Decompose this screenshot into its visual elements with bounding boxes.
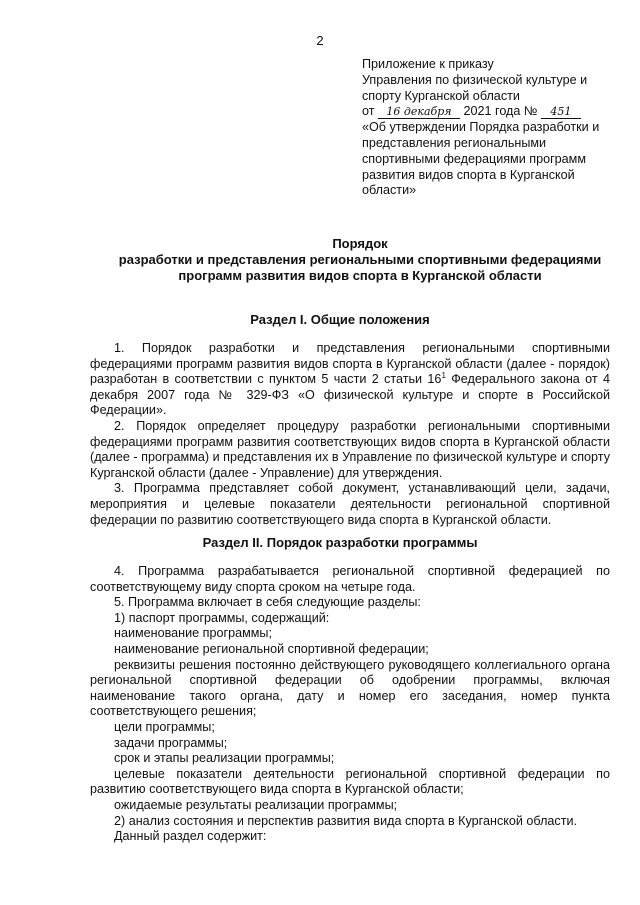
list-item: задачи программы; [114, 735, 228, 750]
appendix-line: области» [362, 183, 417, 198]
paragraph: 4. Программа разрабатывается региональной спортивной федерацией по соответствующему виду спорта сроком на четыре года. [90, 564, 610, 594]
appendix-line: спортивными федерациями программ [362, 151, 586, 166]
list-item: ожидаемые результаты реализации программы; [114, 797, 398, 812]
page-number: 2 [316, 33, 324, 48]
paragraph [90, 341, 610, 419]
section-2-body [90, 564, 610, 845]
section-1-body [90, 341, 610, 528]
appendix-line: развития видов спорта в Курганской [362, 167, 575, 182]
section-heading: Раздел II. Порядок разработки программы [202, 535, 478, 550]
paragraph: 2. Порядок определяет процедуру разработки региональными спортивными федерациями программ развития соответствующих видов спорта в Курганской области (далее - программа) и представления их в Управление по физической культуре и спорту Курганской области (далее - Управление) для утверждения. [90, 418, 610, 480]
paragraph-text: Федерального закона от 4 декабря 2007 года № 329-ФЗ «О физической культуре и спорте в Российской Федерации». [90, 372, 610, 418]
title-line: разработки и представления региональными спортивными федерациями [118, 252, 602, 267]
list-item: срок и этапы реализации программы; [114, 751, 335, 766]
title-line: Порядок [332, 236, 388, 251]
paragraph: 3. Программа представляет собой документ, устанавливающий цели, задачи, мероприятия и целевые показатели деятельности региональной спортивной федерации по развитию соответствующего вида спорта в Курганской области. [90, 481, 610, 527]
appendix-line: спорту Курганской области [362, 88, 520, 103]
list-item: наименование программы; [114, 626, 272, 641]
year-text: 2021 года № [463, 104, 538, 119]
handwritten-date: 16 декабря [378, 106, 460, 119]
paragraph: 5. Программа включает в себя следующие разделы: [114, 595, 421, 610]
paragraph-text: 1. Порядок разработки и представления региональными спортивными федерациями программ развития видов спорта в Курганской области (далее - порядок) разработан в соответствии с пунктом 5 части 2 статьи 16 [90, 341, 610, 387]
handwritten-order-number: 451 [541, 106, 581, 119]
list-item: 1) паспорт программы, содержащий: [114, 610, 330, 625]
appendix-date-line [362, 104, 624, 120]
appendix-line: представления региональными [362, 135, 547, 150]
list-item: 2) анализ состояния и перспектив развития вида спорта в Курганской области. [114, 813, 578, 828]
list-item: наименование региональной спортивной федерации; [114, 641, 429, 656]
title-line: программ развития видов спорта в Курганской области [178, 268, 542, 283]
list-item: целевые показатели деятельности региональной спортивной федерации по развитию соответствующего вида спорта в Курганской области; [90, 766, 610, 797]
appendix-line: Приложение к приказу [362, 57, 494, 71]
appendix-block [362, 57, 624, 199]
document-title [100, 236, 620, 284]
list-item: реквизиты решения постоянно действующего руководящего коллегиального органа региональной спортивной федерации об одобрении программы, включая наименование такого органа, дату и номер его заседания, номер пункта соответствующего решения; [90, 657, 610, 719]
section-heading: Раздел I. Общие положения [250, 312, 430, 327]
superscript: 1 [441, 371, 446, 380]
appendix-line: Управления по физической культуре и [362, 72, 588, 87]
list-item: цели программы; [114, 719, 215, 734]
list-item: Данный раздел содержит: [114, 829, 267, 844]
appendix-line: «Об утверждении Порядка разработки и [362, 120, 600, 135]
date-prefix: от [362, 104, 375, 119]
